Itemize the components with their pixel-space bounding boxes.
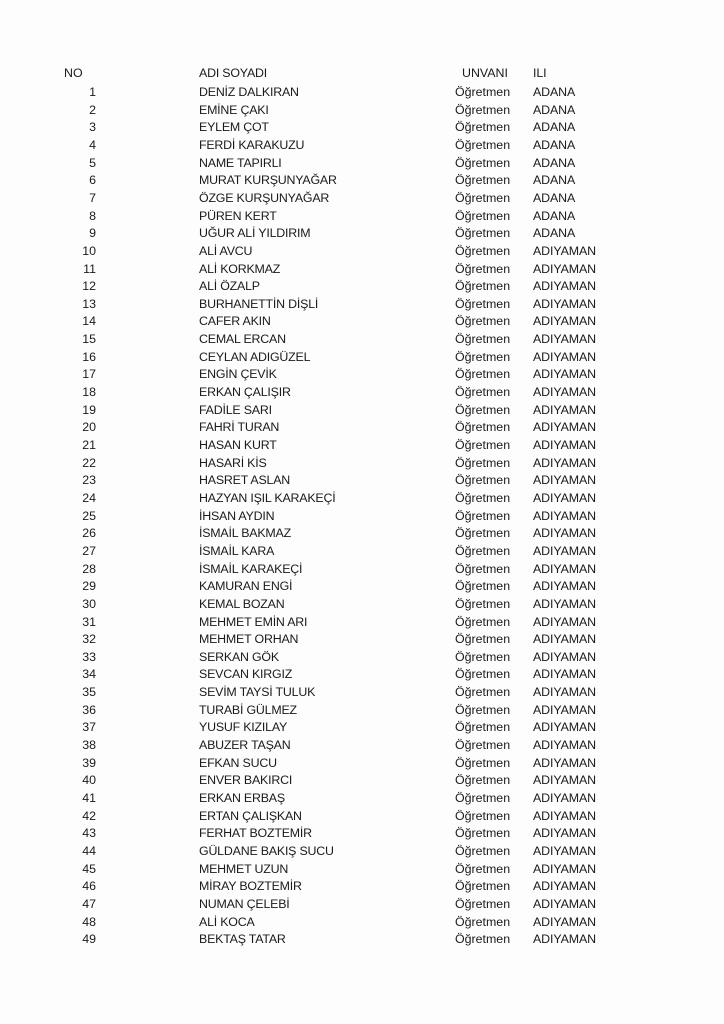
table-row <box>0 313 724 331</box>
row-city: ADANA <box>533 137 576 152</box>
header-name: ADI SOYADI <box>199 66 267 80</box>
row-title: Öğretmen <box>455 526 511 541</box>
row-title: Öğretmen <box>455 843 511 858</box>
row-city: ADIYAMAN <box>533 508 596 523</box>
row-name: SEVİM TAYSİ TULUK <box>199 685 316 700</box>
row-title: Öğretmen <box>455 685 511 700</box>
row-title: Öğretmen <box>455 508 511 523</box>
row-title: Öğretmen <box>455 543 511 558</box>
row-no: 11 <box>83 261 96 276</box>
table-row <box>0 490 724 508</box>
row-city: ADIYAMAN <box>533 649 596 664</box>
row-no: 18 <box>82 385 96 400</box>
table-row <box>0 790 724 808</box>
table-row <box>0 614 724 632</box>
row-no: 42 <box>82 808 96 823</box>
table-row <box>0 508 724 526</box>
row-title: Öğretmen <box>455 791 511 805</box>
row-city: ADIYAMAN <box>533 420 596 435</box>
row-name: MEHMET ORHAN <box>199 632 299 647</box>
row-name: BEKTAŞ TATAR <box>199 932 286 947</box>
row-name: MURAT KURŞUNYAĞAR <box>199 173 337 188</box>
row-no: 19 <box>82 402 96 417</box>
row-city: ADIYAMAN <box>533 438 596 452</box>
row-name: EYLEM ÇOT <box>199 120 269 135</box>
table-header <box>0 65 724 83</box>
row-name: FADİLE SARI <box>199 402 272 417</box>
row-no: 45 <box>82 861 96 876</box>
row-name: İHSAN AYDIN <box>199 508 275 523</box>
row-name: GÜLDANE BAKIŞ SUCU <box>199 843 334 858</box>
row-city: ADANA <box>533 208 576 223</box>
row-no: 15 <box>82 332 96 347</box>
row-city: ADIYAMAN <box>533 473 596 488</box>
row-city: ADIYAMAN <box>533 490 596 505</box>
row-city: ADANA <box>533 85 576 99</box>
row-name: HASRET ASLAN <box>199 473 291 488</box>
row-title: Öğretmen <box>455 773 511 788</box>
row-city: ADIYAMAN <box>533 720 596 735</box>
row-city: ADIYAMAN <box>533 826 596 841</box>
row-no: 31 <box>82 614 96 629</box>
row-title: Öğretmen <box>455 755 511 770</box>
row-name: CAFER AKIN <box>199 314 271 329</box>
table-row <box>0 225 724 243</box>
row-title: Öğretmen <box>455 455 511 470</box>
row-title: Öğretmen <box>455 314 511 329</box>
table-row <box>0 896 724 914</box>
row-title: Öğretmen <box>455 367 511 382</box>
row-title: Öğretmen <box>455 720 511 735</box>
row-city: ADIYAMAN <box>533 685 596 700</box>
row-city: ADIYAMAN <box>533 702 596 717</box>
row-name: CEYLAN ADIGÜZEL <box>199 349 311 364</box>
row-title: Öğretmen <box>455 614 511 629</box>
row-title: Öğretmen <box>455 332 511 347</box>
row-name: FERDİ KARAKUZU <box>199 137 305 152</box>
table-row <box>0 755 724 773</box>
row-name: İSMAİL KARAKEÇİ <box>199 561 303 576</box>
row-no: 44 <box>82 843 96 858</box>
row-city: ADIYAMAN <box>533 402 596 417</box>
row-no: 10 <box>82 243 96 258</box>
table-row <box>0 931 724 949</box>
row-name: ERKAN ERBAŞ <box>199 791 285 805</box>
row-name: ERTAN ÇALIŞKAN <box>199 808 302 823</box>
header-city: ILI <box>533 66 547 80</box>
row-no: 14 <box>82 314 96 329</box>
row-city: ADIYAMAN <box>533 667 596 682</box>
table-row <box>0 172 724 190</box>
table-row <box>0 402 724 420</box>
row-title: Öğretmen <box>455 190 511 205</box>
row-title: Öğretmen <box>455 208 511 223</box>
table-row <box>0 384 724 402</box>
row-no: 34 <box>82 667 96 682</box>
table-row <box>0 331 724 349</box>
table-row <box>0 543 724 561</box>
table-row <box>0 419 724 437</box>
row-name: BURHANETTİN DİŞLİ <box>199 296 319 311</box>
row-name: NAME TAPIRLI <box>199 155 282 170</box>
row-name: TURABİ GÜLMEZ <box>199 702 297 717</box>
row-name: ENVER BAKIRCI <box>199 773 293 788</box>
row-no: 2 <box>89 102 96 117</box>
row-no: 35 <box>82 685 96 700</box>
row-city: ADIYAMAN <box>533 879 596 894</box>
row-no: 39 <box>82 755 96 770</box>
table-row <box>0 261 724 279</box>
row-name: MEHMET UZUN <box>199 861 289 876</box>
row-city: ADIYAMAN <box>533 791 596 805</box>
table-row <box>0 719 724 737</box>
table-row <box>0 578 724 596</box>
row-city: ADIYAMAN <box>533 596 596 611</box>
row-name: HASARİ KİS <box>199 455 267 470</box>
row-city: ADIYAMAN <box>533 543 596 558</box>
row-title: Öğretmen <box>455 879 511 894</box>
table-row <box>0 878 724 896</box>
row-no: 5 <box>89 155 96 170</box>
row-no: 49 <box>82 932 96 947</box>
row-no: 6 <box>89 173 96 188</box>
row-title: Öğretmen <box>455 826 511 841</box>
row-city: ADIYAMAN <box>533 367 596 382</box>
row-name: DENİZ DALKIRAN <box>199 85 299 99</box>
row-no: 48 <box>82 914 96 929</box>
table-row <box>0 208 724 226</box>
row-name: EFKAN SUCU <box>199 755 277 770</box>
row-name: ALİ ÖZALP <box>199 279 260 294</box>
row-title: Öğretmen <box>455 473 511 488</box>
row-title: Öğretmen <box>455 932 511 947</box>
row-no: 7 <box>89 190 96 205</box>
table-row <box>0 596 724 614</box>
row-title: Öğretmen <box>455 85 511 99</box>
table-row <box>0 914 724 932</box>
row-no: 20 <box>82 420 96 435</box>
row-name: ALİ AVCU <box>199 243 253 258</box>
row-name: CEMAL ERCAN <box>199 332 286 347</box>
row-title: Öğretmen <box>455 296 511 311</box>
table-row <box>0 861 724 879</box>
row-title: Öğretmen <box>455 349 511 364</box>
row-no: 43 <box>82 826 96 841</box>
row-name: FERHAT BOZTEMİR <box>199 826 312 841</box>
table-row <box>0 666 724 684</box>
header-no: NO <box>64 66 83 80</box>
row-city: ADIYAMAN <box>533 738 596 753</box>
row-city: ADANA <box>533 155 576 170</box>
table-row <box>0 84 724 102</box>
row-title: Öğretmen <box>455 137 511 152</box>
row-name: NUMAN ÇELEBİ <box>199 896 290 911</box>
row-city: ADIYAMAN <box>533 808 596 823</box>
row-name: İSMAİL KARA <box>199 543 275 558</box>
row-city: ADIYAMAN <box>533 773 596 788</box>
row-no: 29 <box>82 579 96 594</box>
row-title: Öğretmen <box>455 243 511 258</box>
row-title: Öğretmen <box>455 579 511 594</box>
row-no: 13 <box>82 296 96 311</box>
table-row <box>0 190 724 208</box>
row-city: ADIYAMAN <box>533 843 596 858</box>
row-name: ENGİN ÇEVİK <box>199 367 277 382</box>
table-row <box>0 772 724 790</box>
row-title: Öğretmen <box>455 155 511 170</box>
row-no: 4 <box>89 137 96 152</box>
row-no: 12 <box>82 279 96 294</box>
table-row <box>0 649 724 667</box>
row-title: Öğretmen <box>455 173 511 188</box>
table-row <box>0 808 724 826</box>
table-row <box>0 155 724 173</box>
row-no: 38 <box>82 738 96 753</box>
table-row <box>0 119 724 137</box>
row-no: 36 <box>82 702 96 717</box>
row-title: Öğretmen <box>455 420 511 435</box>
row-title: Öğretmen <box>455 808 511 823</box>
row-city: ADIYAMAN <box>533 332 596 347</box>
row-title: Öğretmen <box>455 490 511 505</box>
row-name: UĞUR ALİ YILDIRIM <box>199 226 311 241</box>
row-city: ADIYAMAN <box>533 526 596 541</box>
row-no: 37 <box>82 720 96 735</box>
row-city: ADIYAMAN <box>533 632 596 647</box>
table-row <box>0 278 724 296</box>
row-no: 8 <box>89 208 96 223</box>
row-no: 47 <box>82 896 96 911</box>
row-no: 24 <box>82 490 96 505</box>
table-row <box>0 366 724 384</box>
row-name: MEHMET EMİN ARI <box>199 614 308 629</box>
row-city: ADANA <box>533 102 576 117</box>
row-title: Öğretmen <box>455 561 511 576</box>
row-city: ADIYAMAN <box>533 385 596 400</box>
row-no: 28 <box>82 561 96 576</box>
table-row <box>0 349 724 367</box>
row-title: Öğretmen <box>455 102 511 117</box>
row-title: Öğretmen <box>455 596 511 611</box>
row-no: 16 <box>82 349 96 364</box>
row-name: SEVCAN KIRGIZ <box>199 667 293 682</box>
row-no: 22 <box>82 455 96 470</box>
row-city: ADIYAMAN <box>533 243 596 258</box>
table-row <box>0 525 724 543</box>
row-name: YUSUF KIZILAY <box>199 720 288 735</box>
table-row <box>0 102 724 120</box>
row-name: İSMAİL BAKMAZ <box>199 526 291 541</box>
row-name: ERKAN ÇALIŞIR <box>199 385 291 400</box>
row-name: HAZYAN IŞIL KARAKEÇİ <box>199 490 336 505</box>
row-title: Öğretmen <box>455 667 511 682</box>
row-name: MİRAY BOZTEMİR <box>199 879 302 894</box>
row-city: ADANA <box>533 173 576 188</box>
row-no: 41 <box>82 791 96 805</box>
row-title: Öğretmen <box>455 632 511 647</box>
row-title: Öğretmen <box>455 896 511 911</box>
row-no: 26 <box>82 526 96 541</box>
row-city: ADIYAMAN <box>533 314 596 329</box>
row-title: Öğretmen <box>455 385 511 400</box>
row-city: ADIYAMAN <box>533 455 596 470</box>
row-name: KAMURAN ENGİ <box>199 579 293 594</box>
row-no: 33 <box>82 649 96 664</box>
row-no: 17 <box>82 367 96 382</box>
table-row <box>0 684 724 702</box>
table-row <box>0 296 724 314</box>
row-no: 40 <box>82 773 96 788</box>
table-row <box>0 472 724 490</box>
row-name: SERKAN GÖK <box>199 649 279 664</box>
row-city: ADANA <box>533 190 576 205</box>
row-city: ADIYAMAN <box>533 279 596 294</box>
row-name: HASAN KURT <box>199 438 277 452</box>
row-name: ALİ KORKMAZ <box>199 261 281 276</box>
row-city: ADIYAMAN <box>533 561 596 576</box>
row-title: Öğretmen <box>455 649 511 664</box>
row-no: 23 <box>82 473 96 488</box>
row-title: Öğretmen <box>455 261 511 276</box>
row-city: ADIYAMAN <box>533 914 596 929</box>
row-city: ADIYAMAN <box>533 296 596 311</box>
row-city: ADIYAMAN <box>533 861 596 876</box>
row-name: EMİNE ÇAKI <box>199 102 269 117</box>
row-no: 46 <box>82 879 96 894</box>
row-city: ADIYAMAN <box>533 261 596 276</box>
row-name: FAHRİ TURAN <box>199 420 280 435</box>
table-row <box>0 737 724 755</box>
header-title: UNVANI <box>462 66 508 80</box>
row-no: 9 <box>89 226 96 241</box>
row-city: ADIYAMAN <box>533 755 596 770</box>
table-row <box>0 631 724 649</box>
row-no: 32 <box>82 632 96 647</box>
table-row <box>0 455 724 473</box>
row-no: 27 <box>82 543 96 558</box>
row-name: KEMAL BOZAN <box>199 596 285 611</box>
table-row <box>0 843 724 861</box>
row-name: PÜREN KERT <box>199 208 277 223</box>
row-title: Öğretmen <box>455 226 511 241</box>
row-city: ADIYAMAN <box>533 579 596 594</box>
table-row <box>0 437 724 455</box>
row-city: ADIYAMAN <box>533 932 596 947</box>
row-name: ABUZER TAŞAN <box>199 738 291 753</box>
row-city: ADANA <box>533 120 576 135</box>
table-row <box>0 561 724 579</box>
row-name: ÖZGE KURŞUNYAĞAR <box>199 190 330 205</box>
row-city: ADIYAMAN <box>533 896 596 911</box>
row-title: Öğretmen <box>455 279 511 294</box>
row-no: 25 <box>82 508 96 523</box>
row-title: Öğretmen <box>455 438 511 452</box>
table-row <box>0 702 724 720</box>
row-title: Öğretmen <box>455 914 511 929</box>
row-city: ADIYAMAN <box>533 614 596 629</box>
table-row <box>0 137 724 155</box>
row-city: ADIYAMAN <box>533 349 596 364</box>
row-title: Öğretmen <box>455 738 511 753</box>
row-city: ADANA <box>533 226 576 241</box>
row-title: Öğretmen <box>455 402 511 417</box>
table-row <box>0 825 724 843</box>
row-no: 3 <box>89 120 96 135</box>
row-no: 1 <box>89 85 96 99</box>
table-row <box>0 243 724 261</box>
row-no: 21 <box>82 438 96 452</box>
row-title: Öğretmen <box>455 120 511 135</box>
row-no: 30 <box>82 596 96 611</box>
row-title: Öğretmen <box>455 702 511 717</box>
row-title: Öğretmen <box>455 861 511 876</box>
row-name: ALİ KOCA <box>199 914 255 929</box>
